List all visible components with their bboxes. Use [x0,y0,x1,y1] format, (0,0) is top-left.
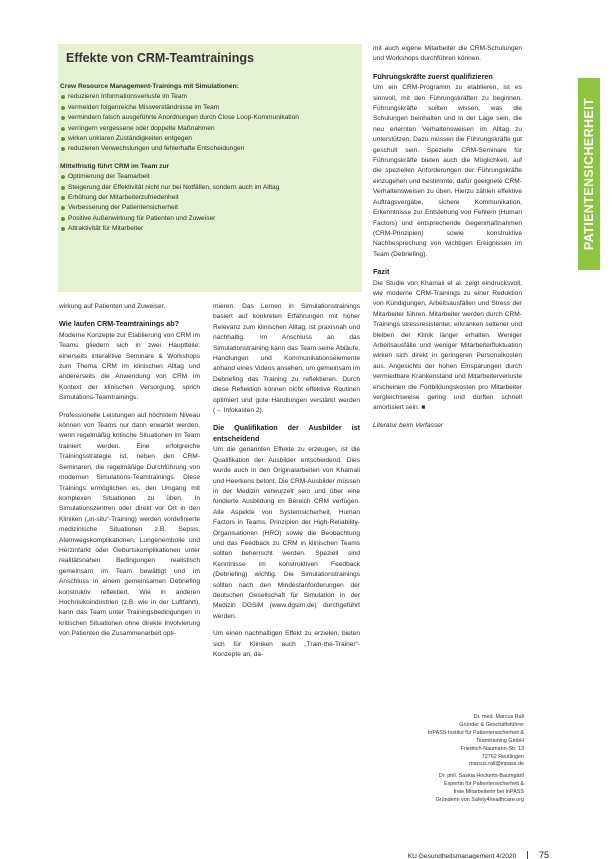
paragraph: Moderne Konzepte zur Etablierung von CRM im Teams gliedern sich in zwei Hauptteile: einerseits interaktive Seminare & Workshops zum Thema CRM im klinischen Alltag und andererseits die Anwendung von CRM im Kontext der klinischen Versorgung, sprich Simulations-Teamtrainings. [59,331,200,402]
paragraph: mieren. Das Lernen in Simulationstrainings basiert auf konkreten Erfahrungen mit hoher Relevanz zum klinischen Alltag, ist praxisnah und nachhaltig. Im Anschluss an das Simulationstraining kann das Team seine Abläufe, Handlungen und Kommunikationselemente anhand eines Videos ansehen, um gemeinsam im Debriefing das Training zu reflektieren. Durch diese Reflektion können nicht effektive Routinen optimiert und gute Handlungen verstärkt werden (→ Infokasten 2). [213,303,360,415]
page-number: 75 [538,850,549,859]
list-item: reduzieren Verwechslungen und fehlerhafte Entscheidungen [60,144,358,154]
author-line: InPASS Institut für Patientensicherheit & [427,729,524,736]
list-item: Verbesserung der Patientensicherheit [60,203,358,213]
list-item: vermeiden folgenreiche Missverständnisse im Team [60,103,358,113]
paragraph: Die Studie von Khamali et al. zeigt eindrucksvoll, wie moderne CRM-Trainings zu einer Reduktion von Kündigungen, Arbeitsausfällen und Stress der Mitarbeiter führen. Mitarbeiter werden durch CRM-Trainings stressresistenter, erkranken seltener und bleiben der Klinik länger erhalten. Weniger Arbeitsausfälle und weniger Mitarbeiterfluktuation wirken sich direkt in geringeren Personalkosten aus. Angesichts der hohen Einsparungen durch vermiedbare Krankenstand und Mitarbeiterverluste erscheinen die Fortbildungskosten pro Mitarbeiter vergleichsweise gering und dürften schnell amortisiert sein. ■ [373,279,522,412]
author-line: Gründerin von Safety4healthcare.org [435,796,524,803]
list-item: vermindern falsch ausgeführte Anordnungen durch Close Loop-Kommunikation [60,113,358,123]
section-tab [578,78,600,270]
paragraph: mit auch eigene Mitarbeiter die CRM-Schulungen und Workshops durchführen können. [373,45,522,63]
author-name: Dr. med. Marcus Rall [473,714,524,720]
info-box-intro: Crew Resource Management-Trainings mit Simulationen: [60,83,239,90]
paragraph: Um ein CRM-Programm zu etablieren, ist es sinnvoll, mit den Führungskräften zu beginnen. Führungskräfte sollten wissen, was die Schulungen beinhalten und in der Lage sein, die neu erlernten Verhaltensweisen im Alltag zu unterstützen. Dazu müssen die Führungskräfte gut geschult sein. Spezielle CRM-Seminare für Führungskräfte bieten auch die Möglichkeit, auf die speziellen Anforderungen der Führungskräfte einzugehen und bestimmte, dafür geeignete CRM-Verhaltensweisen zu üben. Hierzu zählen effektive Auftragsvergabe, sichere Kommunikation, Erkenntnisse zur Entstehung von Fehlern (Human Factors) und entsprechende Gegenmaßnahmen (CRM-Prinzipien) sowie konstruktive Nachbesprechung von wichtigen Ereignissen im Team (Debriefing). [373,84,522,258]
column-2 [213,302,360,667]
author-email: marcus.rall@inpass.de [469,761,524,768]
list-item: reduzieren Informationsverluste im Team [60,92,358,102]
info-box-intro-2: Mittelfristig führt CRM im Team zur [60,162,170,170]
list-item: wirken unklaren Zuständigkeiten entgegen [60,134,358,144]
section-tab-label: PATIENTENSICHERHEIT [582,97,596,251]
author-line: Friedrich-Naumann-Str. 13 [460,745,524,752]
list-item: Positive Außenwirkung für Patienten und Zuweiser [60,214,358,224]
paragraph: Um die genannten Effekte zu erzeugen, ist die Qualifikation der Ausbilder entscheidend. Dies wurde auch in den Originalarbeiten von Khamali und Heerkens betont. Die CRM-Ausbilder müssen in der Medizin verwurzelt sein und über eine fundierte Ausbildung im Bereich CRM verfügen. Alle Aspekte von Systemsicherheit, Human Factors in Teams, Prinzipien der High-Reliability-Organisationen (HRO) sowie die Beobachtung und das Feedback zu CRM in klinischen Teams sollten beherrscht werden. Speziell sind Kenntnisse im konstruktiven Feedback (Debriefing) wichtig. Die Simulationstrainings sollten nach den Mindestanforderungen der deutschen Gesellschaft für Simulation in der Medizin DGSiM (www.dgsim.de) durchgeführt werden. [213,446,360,620]
list-item: Optimierung der Teamarbeit [60,172,358,182]
column-3 [373,44,522,438]
info-box-title: Effekte von CRM-Teamtrainings [66,51,254,65]
paragraph: wirkung auf Patienten und Zuweiser. [59,303,166,310]
author-line: Gründer & Geschäftsführer [459,721,524,728]
author-name: Dr. phil. Saskia Hockerts-Baumgärtl [438,773,524,779]
section-heading: Führungskräfte zuerst qualifizieren [373,71,493,81]
author-bio-2 [383,773,524,805]
info-box-body [60,82,358,235]
author-bio-1 [383,714,524,769]
footer-divider [527,851,528,859]
list-item: verringern vergessene oder doppelte Maßnahmen [60,124,358,134]
paragraph: Um einen nachhaltigen Effekt zu erzielen, bieten sich für Kliniken auch „Train-the-Trainer“-Konzepte an, da- [213,630,360,658]
section-heading: Die Qualifikation der Ausbilder ist entscheidend [213,423,360,443]
author-line: freie Mitarbeiterin bei InPASS [453,788,524,795]
page-footer [408,850,549,859]
section-heading: Wie laufen CRM-Teamtrainings ab? [59,319,180,329]
list-item: Erhöhung der Mitarbeiterzufriedenheit [60,193,358,203]
journal-issue: KU Gesundheitsmanagement 4/2020 [407,853,517,859]
effects-list [60,92,358,154]
author-line: 72762 Reutlingen [481,753,524,760]
author-line: Teamtraining GmbH [476,737,524,744]
list-item: Steigerung der Effektivität nicht nur bei Notfällen, sondern auch im Alltag [60,183,358,193]
column-1 [59,302,200,647]
author-line: Expertin für Patientensicherheit & [443,780,524,787]
list-item: Attraktivität für Mitarbeiter [60,224,358,234]
info-box [58,44,362,292]
literature-note: Literatur beim Verfasser [373,421,444,429]
paragraph: Professionelle Leistungen auf höchstem Niveau können von Teams nur dann erwartet werden, wenn regelmäßig kritische Situationen im Team trainiert werden. Eine erfolgreiche Trainingsstrategie ist, neben den CRM-Seminaren, die regelmäßige Durchführung von modernen Simulations-Teamtrainings. Diese Trainings ermöglichen es, den Umgang mit komplexen Situationen zu üben. In Simulationszentren oder direkt vor Ort in den Kliniken („in-situ“-Training) werden vordefinierte medizinische Situationen z.B. Sepsis, Atemwegskomplikationen, Lungenembolie und Herzinfarkt oder Geburtskomplikationen unter realitätsnahen Bedingungen realistisch gemeinsam im Team bewältigt und im Anschluss in einem gemeinsamen Debriefing konstruktiv reflektiert. Wie in anderen Hochrisikoindustrien (z.B. wie in der Luftfahrt), kann das Team unter Trainingsbedingungen in kritischen Situationen ohne direkte Involvierung von Patienten die Zusammenarbeit opti- [59,411,200,638]
section-heading: Fazit [373,267,390,277]
midterm-effects-list [60,172,358,234]
